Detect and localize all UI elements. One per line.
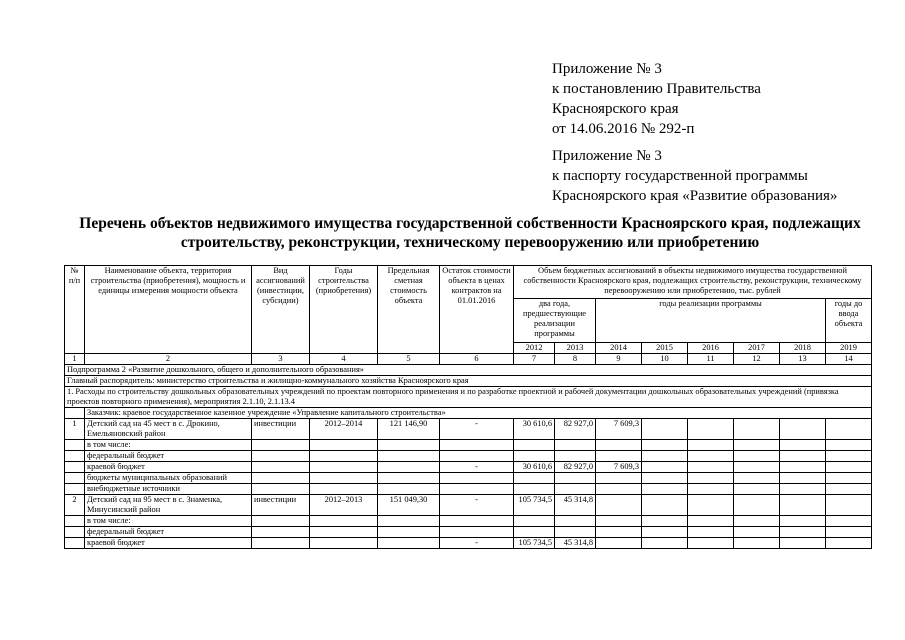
header-estimate: Предельная сметная стоимость объекта	[378, 266, 440, 354]
row-num	[65, 516, 85, 527]
row-years	[310, 473, 378, 484]
row-value	[514, 527, 555, 538]
row-value	[734, 527, 780, 538]
customer-num-cell	[65, 408, 85, 419]
row-value: 45 314,8	[555, 538, 596, 549]
row-value	[688, 462, 734, 473]
row-value	[734, 440, 780, 451]
row-value	[688, 473, 734, 484]
header-year: 2016	[688, 343, 734, 354]
row-type	[252, 451, 310, 462]
row-estimate	[378, 451, 440, 462]
row-type	[252, 538, 310, 549]
row-estimate	[378, 527, 440, 538]
row-value: 82 927,0	[555, 462, 596, 473]
table-row	[65, 451, 872, 462]
row-name: краевой бюджет	[85, 462, 252, 473]
row-years	[310, 538, 378, 549]
row-value	[826, 462, 872, 473]
row-num	[65, 527, 85, 538]
row-value	[826, 527, 872, 538]
column-number: 5	[378, 354, 440, 365]
row-num	[65, 473, 85, 484]
row-value	[734, 484, 780, 495]
row-value	[688, 440, 734, 451]
row-value	[642, 473, 688, 484]
row-value	[734, 462, 780, 473]
row-value	[555, 451, 596, 462]
row-remainder: -	[440, 538, 514, 549]
row-name: федеральный бюджет	[85, 451, 252, 462]
row-num: 1	[65, 419, 85, 440]
column-number: 8	[555, 354, 596, 365]
row-value: 82 927,0	[555, 419, 596, 440]
row-value	[514, 484, 555, 495]
row-type	[252, 527, 310, 538]
row-value	[514, 516, 555, 527]
table-row	[65, 538, 872, 549]
row-value	[734, 538, 780, 549]
appendix-note-passport	[552, 146, 837, 206]
row-num	[65, 538, 85, 549]
row-remainder	[440, 451, 514, 462]
row-name: Детский сад на 45 мест в с. Дрокино, Емельяновский район	[85, 419, 252, 440]
header-year: 2012	[514, 343, 555, 354]
row-remainder	[440, 484, 514, 495]
row-type	[252, 484, 310, 495]
row-value	[688, 451, 734, 462]
row-type	[252, 462, 310, 473]
row-value	[688, 538, 734, 549]
column-number: 1	[65, 354, 85, 365]
row-remainder	[440, 473, 514, 484]
row-value	[826, 419, 872, 440]
objects-table	[64, 265, 872, 549]
row-value	[826, 516, 872, 527]
row-value	[596, 527, 642, 538]
column-number: 4	[310, 354, 378, 365]
row-value	[688, 495, 734, 516]
row-value	[596, 538, 642, 549]
row-value	[596, 473, 642, 484]
row-value	[514, 473, 555, 484]
column-numbers-row	[65, 354, 872, 365]
row-estimate	[378, 516, 440, 527]
row-name: федеральный бюджет	[85, 527, 252, 538]
row-years: 2012–2014	[310, 419, 378, 440]
header-year: 2017	[734, 343, 780, 354]
row-num	[65, 440, 85, 451]
appendix-line: к паспорту государственной программы	[552, 168, 808, 184]
section-row: 1. Расходы по строительству дошкольных образовательных учреждений по проектам повторного применения и по разработке проектной и рабочей документации дошкольных образовательных учреждений (привязка проектов повторного применения), мероприятия 2.1.10, 2.1.13.4	[65, 387, 872, 408]
row-type	[252, 473, 310, 484]
row-value	[642, 538, 688, 549]
customer-row: Заказчик: краевое государственное казенное учреждение «Управление капитального строительства»	[85, 408, 872, 419]
row-years	[310, 451, 378, 462]
row-value	[596, 451, 642, 462]
row-remainder	[440, 440, 514, 451]
header-years-after: годы до ввода объекта	[826, 299, 872, 343]
row-value	[826, 473, 872, 484]
row-years	[310, 484, 378, 495]
row-value	[780, 473, 826, 484]
header-program-years: годы реализации программы	[596, 299, 826, 343]
table-row	[65, 473, 872, 484]
row-type	[252, 516, 310, 527]
row-value	[642, 462, 688, 473]
column-number: 12	[734, 354, 780, 365]
row-estimate: 121 146,90	[378, 419, 440, 440]
column-number: 11	[688, 354, 734, 365]
row-value	[734, 516, 780, 527]
row-value	[596, 495, 642, 516]
row-value: 7 609,3	[596, 419, 642, 440]
row-value	[555, 527, 596, 538]
row-value	[688, 527, 734, 538]
row-value: 30 610,6	[514, 462, 555, 473]
row-type: инвестиции	[252, 419, 310, 440]
row-estimate	[378, 538, 440, 549]
header-num: № п/п	[65, 266, 85, 354]
title-line: строительству, реконструкции, техническому перевооружению или приобретению	[180, 234, 760, 251]
row-value	[596, 440, 642, 451]
row-value	[780, 419, 826, 440]
row-value	[642, 495, 688, 516]
header-year: 2019	[826, 343, 872, 354]
row-value	[642, 440, 688, 451]
row-value	[826, 440, 872, 451]
row-value	[780, 538, 826, 549]
appendix-line: Красноярского края	[552, 101, 679, 117]
appendix-line: Приложение № 3	[552, 61, 662, 77]
row-value	[642, 419, 688, 440]
row-value	[642, 451, 688, 462]
row-type	[252, 440, 310, 451]
row-value	[780, 451, 826, 462]
row-remainder: -	[440, 495, 514, 516]
row-estimate	[378, 440, 440, 451]
row-value	[780, 440, 826, 451]
row-remainder	[440, 516, 514, 527]
appendix-note-resolution	[552, 59, 761, 139]
row-estimate	[378, 484, 440, 495]
row-value	[780, 462, 826, 473]
row-years	[310, 462, 378, 473]
row-value	[642, 527, 688, 538]
manager-row: Главный распорядитель: министерство строительства и жилищно-коммунального хозяйства Красноярского края	[65, 376, 872, 387]
header-year: 2018	[780, 343, 826, 354]
row-value	[826, 495, 872, 516]
header-year: 2015	[642, 343, 688, 354]
row-value	[826, 538, 872, 549]
column-number: 7	[514, 354, 555, 365]
row-num	[65, 484, 85, 495]
row-remainder: -	[440, 462, 514, 473]
table-row	[65, 462, 872, 473]
row-value	[514, 451, 555, 462]
row-name: Детский сад на 95 мест в с. Знаменка, Минусинский район	[85, 495, 252, 516]
row-value: 105 734,5	[514, 495, 555, 516]
table-row	[65, 484, 872, 495]
row-num	[65, 462, 85, 473]
row-years	[310, 440, 378, 451]
row-value	[555, 484, 596, 495]
row-value	[734, 495, 780, 516]
row-value	[826, 484, 872, 495]
row-value	[514, 440, 555, 451]
header-prev-years: два года, предшествующие реализации программы	[514, 299, 596, 343]
row-years: 2012–2013	[310, 495, 378, 516]
appendix-line: Приложение № 3	[552, 148, 662, 164]
table-row	[65, 440, 872, 451]
row-name: внебюджетные источники	[85, 484, 252, 495]
row-value	[780, 516, 826, 527]
row-num: 2	[65, 495, 85, 516]
row-value	[642, 516, 688, 527]
column-number: 10	[642, 354, 688, 365]
row-value: 105 734,5	[514, 538, 555, 549]
header-year: 2014	[596, 343, 642, 354]
row-value: 7 609,3	[596, 462, 642, 473]
subprogram-row: Подпрограмма 2 «Развитие дошкольного, общего и дополнительного образования»	[65, 365, 872, 376]
table-row	[65, 495, 872, 516]
row-value	[555, 516, 596, 527]
row-value	[555, 440, 596, 451]
row-name: в том числе:	[85, 516, 252, 527]
row-type: инвестиции	[252, 495, 310, 516]
header-years: Годы строительства (приобретения)	[310, 266, 378, 354]
row-value	[688, 516, 734, 527]
row-value	[734, 419, 780, 440]
row-name: краевой бюджет	[85, 538, 252, 549]
header-type: Вид ассигнований (инвестиции, субсидии)	[252, 266, 310, 354]
row-estimate: 151 049,30	[378, 495, 440, 516]
column-number: 6	[440, 354, 514, 365]
column-number: 3	[252, 354, 310, 365]
appendix-line: к постановлению Правительства	[552, 81, 761, 97]
table-row	[65, 527, 872, 538]
row-value	[596, 484, 642, 495]
row-value	[688, 419, 734, 440]
row-value	[734, 451, 780, 462]
header-year: 2013	[555, 343, 596, 354]
column-number: 14	[826, 354, 872, 365]
column-number: 2	[85, 354, 252, 365]
row-value	[780, 495, 826, 516]
row-value: 45 314,8	[555, 495, 596, 516]
row-value	[642, 484, 688, 495]
table-row	[65, 516, 872, 527]
document-title	[60, 214, 880, 252]
row-value	[780, 484, 826, 495]
row-remainder	[440, 527, 514, 538]
table-row	[65, 419, 872, 440]
row-name: бюджеты муниципальных образований	[85, 473, 252, 484]
row-estimate	[378, 473, 440, 484]
row-value	[596, 516, 642, 527]
row-value	[780, 527, 826, 538]
row-value	[688, 484, 734, 495]
header-name: Наименование объекта, территория строительства (приобретения), мощность и единицы измерения мощности объекта	[85, 266, 252, 354]
row-years	[310, 527, 378, 538]
appendix-line: Красноярского края «Развитие образования»	[552, 188, 838, 204]
row-num	[65, 451, 85, 462]
row-remainder: -	[440, 419, 514, 440]
header-budget: Объем бюджетных ассигнований в объекты недвижимого имущества государственной собственности Красноярского края, подлежащих строительству, реконструкции, техническому перевооружению или приобретению, тыс. рублей	[514, 266, 872, 299]
column-number: 13	[780, 354, 826, 365]
row-years	[310, 516, 378, 527]
row-estimate	[378, 462, 440, 473]
row-value	[555, 473, 596, 484]
row-value: 30 610,6	[514, 419, 555, 440]
title-line: Перечень объектов недвижимого имущества государственной собственности Красноярского края, подлежащих	[79, 215, 861, 232]
appendix-line: от 14.06.2016 № 292-п	[552, 121, 695, 137]
column-number: 9	[596, 354, 642, 365]
row-value	[826, 451, 872, 462]
row-value	[734, 473, 780, 484]
row-name: в том числе:	[85, 440, 252, 451]
header-remainder: Остаток стоимости объекта в ценах контрактов на 01.01.2016	[440, 266, 514, 354]
